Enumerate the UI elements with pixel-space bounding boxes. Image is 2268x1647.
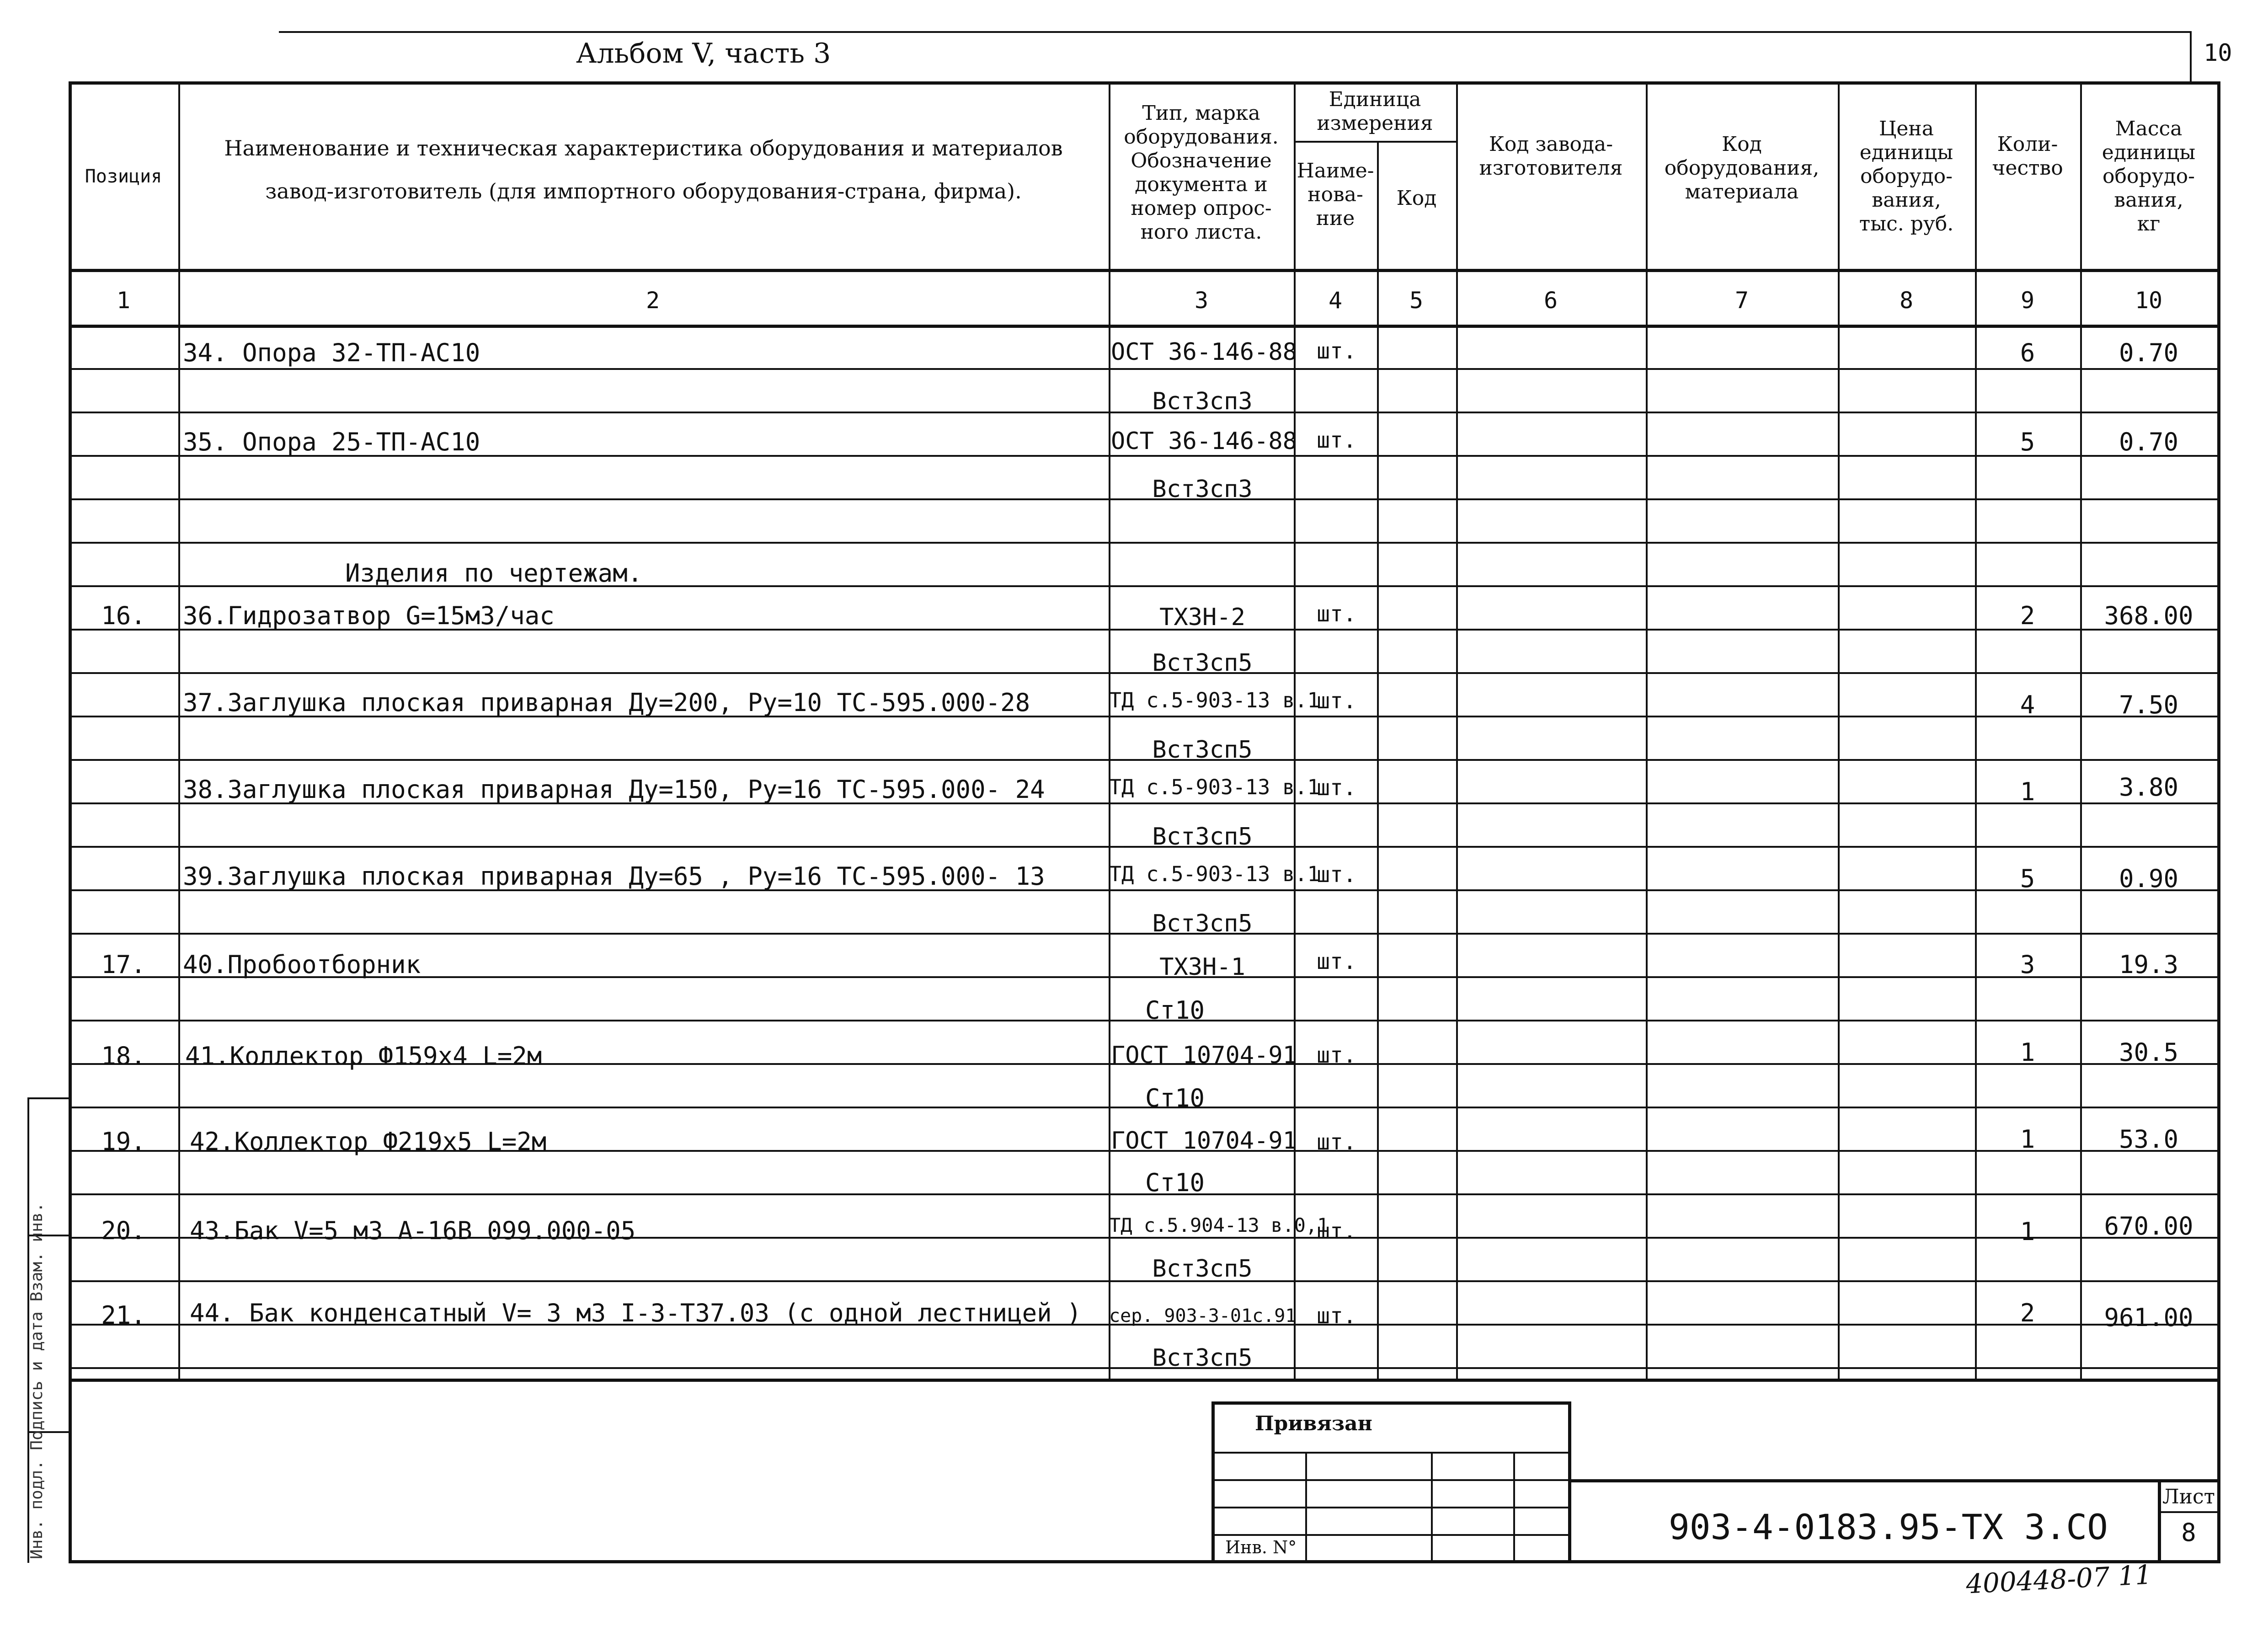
item-mass: 3.80 xyxy=(2119,773,2179,802)
item-type: ТХЗН-1 xyxy=(1159,953,1245,981)
header-unit-name: Наиме- нова- ние xyxy=(1297,159,1374,230)
item-type: сер. 903-3-01с.91 xyxy=(1109,1305,1297,1326)
item-unit: шт. xyxy=(1317,1303,1356,1329)
section-heading: Изделия по чертежам. xyxy=(345,559,643,588)
header-name-line2: завод-изготовитель (для импортного оборудования-страна, фирма). xyxy=(265,179,1022,203)
item-qty: 3 xyxy=(2020,950,2035,979)
col-number-5: 5 xyxy=(1409,287,1424,314)
frame-left xyxy=(69,81,72,1563)
header-type: Тип, марка оборудования. Обозначение документа и номер опрос- ного листа. xyxy=(1124,102,1279,244)
frame-bottom xyxy=(69,1560,2220,1563)
item-mass: 53.0 xyxy=(2119,1125,2179,1154)
header-unit-mass: Масса единицы оборудо- вания, кг xyxy=(2102,117,2196,235)
item-material: Ст10 xyxy=(1145,1084,1205,1112)
frame-top xyxy=(69,81,2217,85)
item-type: ТД с.5.904-13 в.0,1 xyxy=(1109,1214,1329,1236)
item-position: 17. xyxy=(101,950,146,979)
item-qty: 6 xyxy=(2020,338,2035,367)
item-unit: шт. xyxy=(1317,338,1356,364)
document-code: 903-4-0183.95-ТХ 3.СО xyxy=(1669,1507,2108,1547)
item-unit: шт. xyxy=(1317,688,1356,714)
item-material: Вст3сп5 xyxy=(1152,649,1253,677)
item-name: 44. Бак конденсатный V= 3 м3 I-3-Т37.03 (с одной лестницей ) xyxy=(190,1299,1082,1327)
header-equipment-code: Код оборудования, материала xyxy=(1664,133,1820,203)
item-name: 41.Коллектор Ф159х4 L=2м xyxy=(185,1042,542,1070)
item-type: ГОСТ 10704-91 xyxy=(1111,1127,1297,1155)
item-position: 18. xyxy=(101,1042,146,1070)
item-mass: 0.70 xyxy=(2119,338,2179,367)
header-quantity: Коли- чество xyxy=(1992,133,2063,180)
item-position: 19. xyxy=(101,1127,146,1156)
item-material: Вст3сп3 xyxy=(1152,476,1253,503)
item-qty: 4 xyxy=(2020,690,2035,719)
item-qty: 5 xyxy=(2020,864,2035,893)
item-name: 43.Бак V=5 м3 А-16В 099.000-05 xyxy=(190,1216,636,1245)
album-title: Альбом V, часть 3 xyxy=(576,37,831,70)
item-unit: шт. xyxy=(1317,862,1356,888)
item-unit: шт. xyxy=(1317,601,1356,627)
item-material: Вст3сп5 xyxy=(1152,1344,1253,1372)
col-number-4: 4 xyxy=(1328,287,1343,314)
item-name: 36.Гидрозатвор G=15м3/час xyxy=(183,601,555,630)
item-material: Ст10 xyxy=(1145,1168,1205,1197)
item-qty: 1 xyxy=(2020,777,2035,806)
header-plant-code: Код завода- изготовителя xyxy=(1479,133,1623,180)
item-material: Вст3сп5 xyxy=(1152,736,1253,764)
col-number-6: 6 xyxy=(1543,287,1558,314)
item-mass: 368.00 xyxy=(2104,601,2193,630)
sheet-corner-number: 10 xyxy=(2204,39,2232,67)
item-unit: шт. xyxy=(1317,1043,1356,1068)
item-type: ТД с.5-903-13 в.1 xyxy=(1109,862,1320,886)
item-qty: 1 xyxy=(2020,1038,2035,1067)
item-unit: шт. xyxy=(1317,775,1356,801)
item-material: Вст3сп5 xyxy=(1152,823,1253,850)
item-mass: 30.5 xyxy=(2119,1038,2179,1067)
item-name: 35. Опора 25-ТП-АС10 xyxy=(183,428,480,456)
item-name: 40.Пробоотборник xyxy=(183,950,421,979)
item-mass: 961.00 xyxy=(2104,1303,2193,1332)
item-name: 39.Заглушка плоская приварная Ду=65 , Ру=16 ТС-595.000- 13 xyxy=(183,862,1045,891)
item-mass: 0.70 xyxy=(2119,428,2179,456)
item-position: 16. xyxy=(101,601,146,630)
item-qty: 1 xyxy=(2020,1217,2035,1246)
item-qty: 2 xyxy=(2020,1299,2035,1327)
side-strip-text: Инв. подл. Подпись и дата Взам. инв. xyxy=(27,1202,46,1559)
item-mass: 7.50 xyxy=(2119,690,2179,719)
header-unit-code: Код xyxy=(1396,187,1437,210)
item-name: 37.Заглушка плоская приварная Ду=200, Ру=10 ТС-595.000-28 xyxy=(183,688,1030,717)
item-name: 34. Опора 32-ТП-АС10 xyxy=(183,338,480,367)
col-number-1: 1 xyxy=(116,287,131,314)
handwritten-number: 400448-07 11 xyxy=(1965,1559,2153,1600)
frame-right xyxy=(2217,81,2220,1563)
item-material: Ст10 xyxy=(1145,996,1205,1025)
col-number-7: 7 xyxy=(1734,287,1749,314)
sheet-number: 8 xyxy=(2181,1518,2196,1547)
item-type: ТД с.5-903-13 в.1 xyxy=(1109,775,1320,799)
item-position: 20. xyxy=(101,1216,146,1245)
item-unit: шт. xyxy=(1317,1219,1356,1244)
item-qty: 2 xyxy=(2020,601,2035,630)
col-number-8: 8 xyxy=(1899,287,1914,314)
col-number-3: 3 xyxy=(1194,287,1209,314)
item-position: 21. xyxy=(101,1301,146,1330)
col-number-2: 2 xyxy=(646,287,660,314)
item-material: Вст3сп5 xyxy=(1152,1255,1253,1283)
item-type: ГОСТ 10704-91 xyxy=(1111,1042,1297,1069)
header-unit: Единица измерения xyxy=(1317,88,1433,135)
item-material: Вст3сп3 xyxy=(1152,388,1253,415)
stamp-inventory-no: Инв. N° xyxy=(1225,1537,1297,1557)
item-type: ОСТ 36-146-88 xyxy=(1111,428,1297,455)
stamp-privyazan: Привязан xyxy=(1255,1412,1372,1435)
header-position: Позиция xyxy=(85,166,162,187)
item-mass: 670.00 xyxy=(2104,1212,2193,1241)
item-unit: шт. xyxy=(1317,949,1356,974)
item-unit: шт. xyxy=(1317,1129,1356,1155)
header-unit-price: Цена единицы оборудо- вания, тыс. руб. xyxy=(1859,117,1954,235)
item-name: 42.Коллектор Ф219х5 L=2м xyxy=(190,1127,547,1156)
item-name: 38.Заглушка плоская приварная Ду=150, Ру=16 ТС-595.000- 24 xyxy=(183,775,1045,804)
item-unit: шт. xyxy=(1317,428,1356,453)
sheet-label: Лист xyxy=(2162,1485,2215,1508)
item-material: Вст3сп5 xyxy=(1152,910,1253,937)
item-type: ТХЗН-2 xyxy=(1159,604,1245,631)
col-number-9: 9 xyxy=(2020,287,2035,314)
item-qty: 1 xyxy=(2020,1125,2035,1154)
item-qty: 5 xyxy=(2020,428,2035,456)
item-type: ТД с.5-903-13 в.1 xyxy=(1109,688,1320,712)
header-name-line1: Наименование и техническая характеристика оборудования и материалов xyxy=(224,136,1063,160)
item-mass: 0.90 xyxy=(2119,864,2179,893)
col-number-10: 10 xyxy=(2135,287,2163,314)
item-mass: 19.3 xyxy=(2119,950,2179,979)
item-type: ОСТ 36-146-88 xyxy=(1111,338,1297,366)
top-rule xyxy=(279,31,2190,33)
